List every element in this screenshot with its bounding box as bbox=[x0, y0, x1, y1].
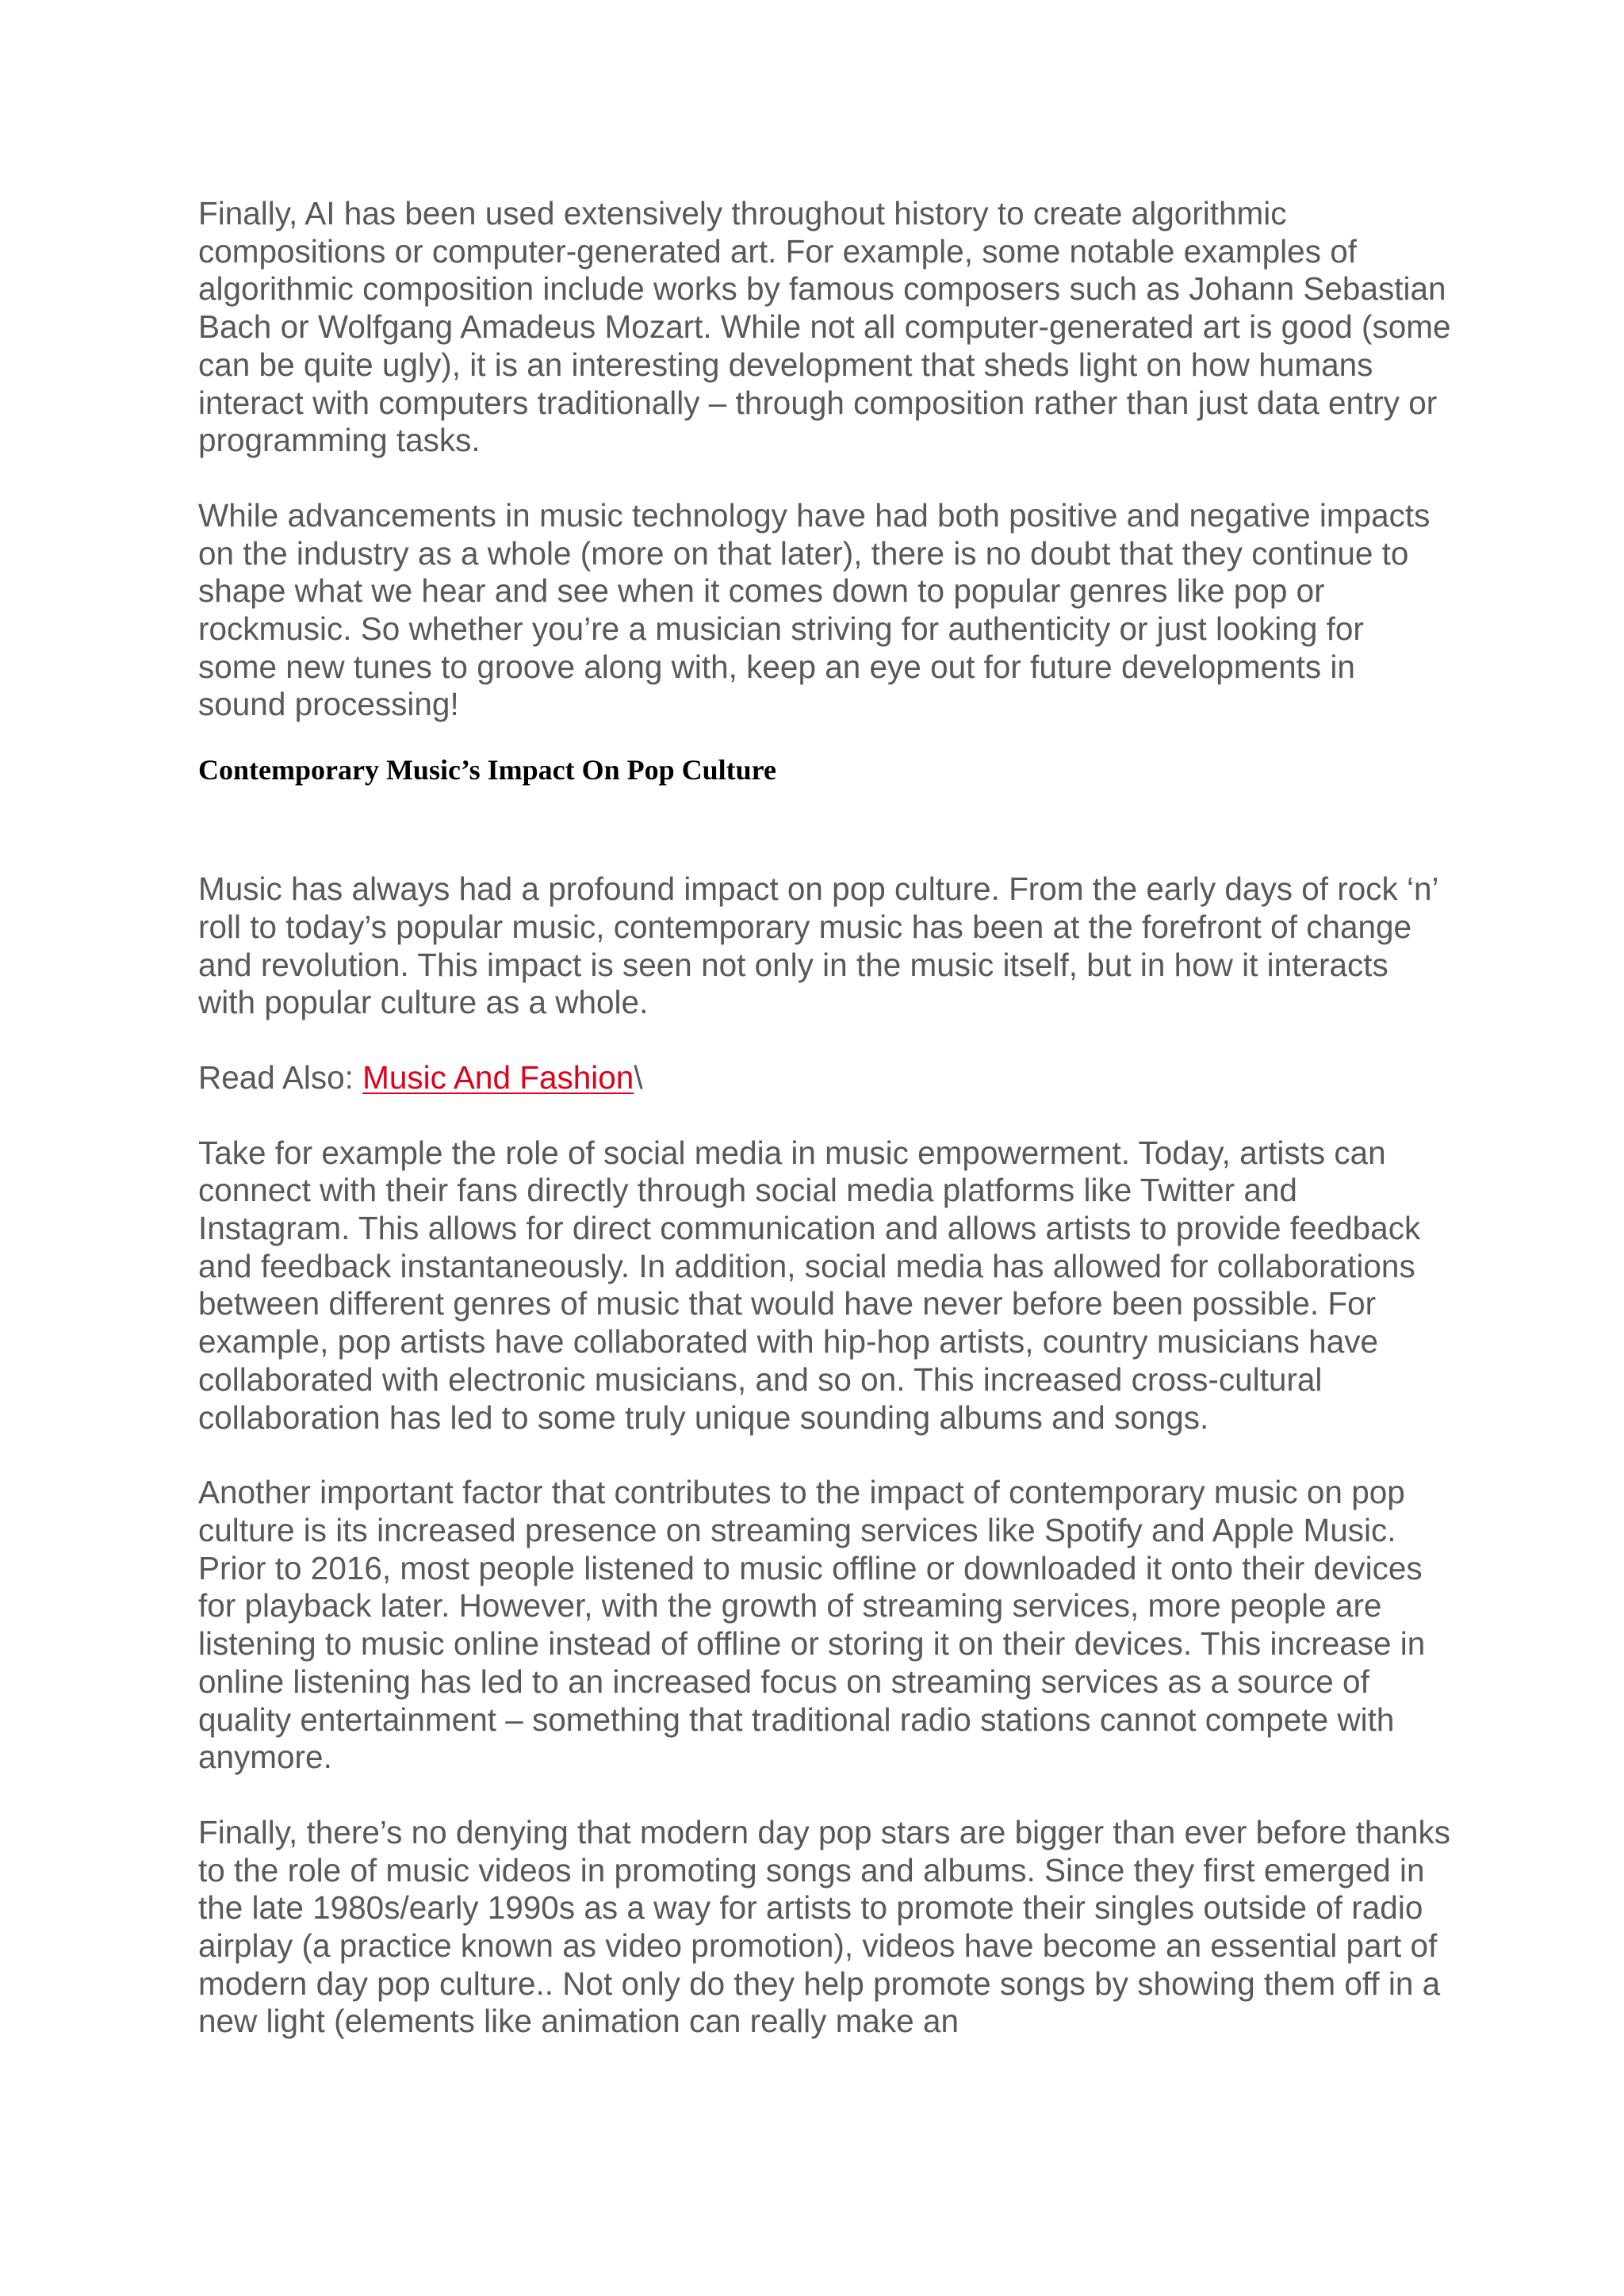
paragraph-intro: Music has always had a profound impact on pop culture. From the early days of rock ‘n’ roll to today’s popular music, contemporary music has been at the forefront of change and revolution. This impact is seen not only in the music itself, but in how it interacts with popular culture as a whole. bbox=[198, 871, 1438, 1021]
paragraph-music-videos: Finally, there’s no denying that modern day pop stars are bigger than ever before thanks to the role of music videos in promoting songs and albums. Since they first emerged in the late 1980s/early 1990s as a way for artists to promote their singles outside of radio airplay (a practice known as video promotion), videos have become an essential part of modern day pop culture.. Not only do they help promote songs by showing them off in a new light (elements like animation can really make an bbox=[198, 1813, 1450, 2040]
read-also-prefix: Read Also: bbox=[198, 1058, 363, 1096]
paragraph-streaming: Another important factor that contributes to the impact of contemporary music on pop culture is its increased presence on streaming services like Spotify and Apple Music. Prior to 2016, most people listened to music offline or downloaded it onto their devices for playback later. However, with the growth of streaming services, more people are listening to music online instead of offline or storing it on their devices. This increase in online listening has led to an increased focus on streaming services as a source of quality entertainment – something that traditional radio stations cannot compete with anymore. bbox=[198, 1474, 1426, 1776]
read-also-suffix: \ bbox=[634, 1058, 643, 1096]
section-heading: Contemporary Music’s Impact On Pop Culture bbox=[198, 754, 776, 786]
document-body bbox=[198, 195, 1451, 2078]
read-also-link[interactable]: Music And Fashion bbox=[362, 1058, 634, 1096]
paragraph-music-technology: While advancements in music technology have had both positive and negative impacts on the industry as a whole (more on that later), there is no doubt that they continue to shape what we hear and see when it comes down to popular genres like pop or rockmusic. So whether you’re a musician striving for authenticity or just looking for some new tunes to groove along with, keep an eye out for future developments in sound processing! bbox=[198, 496, 1431, 723]
paragraph-social-media: Take for example the role of social media in music empowerment. Today, artists can connect with their fans directly through social media platforms like Twitter and Instagram. This allows for direct communication and allows artists to provide feedback and feedback instantaneously. In addition, social media has allowed for collaborations between different genres of music that would have never before been possible. For example, pop artists have collaborated with hip-hop artists, country musicians have collaborated with electronic musicians, and so on. This increased cross-cultural collaboration has led to some truly unique sounding albums and songs. bbox=[198, 1134, 1421, 1436]
paragraph-algorithmic-art: Finally, AI has been used extensively throughout history to create algorithmic compositions or computer-generated art. For example, some notable examples of algorithmic composition include works by famous composers such as Johann Sebastian Bach or Wolfgang Amadeus Mozart. While not all computer-generated art is good (some can be quite ugly), it is an interesting development that sheds light on how humans interact with computers traditionally – through composition rather than just data entry or programming tasks. bbox=[198, 195, 1451, 459]
read-also-line bbox=[198, 1059, 1451, 1097]
